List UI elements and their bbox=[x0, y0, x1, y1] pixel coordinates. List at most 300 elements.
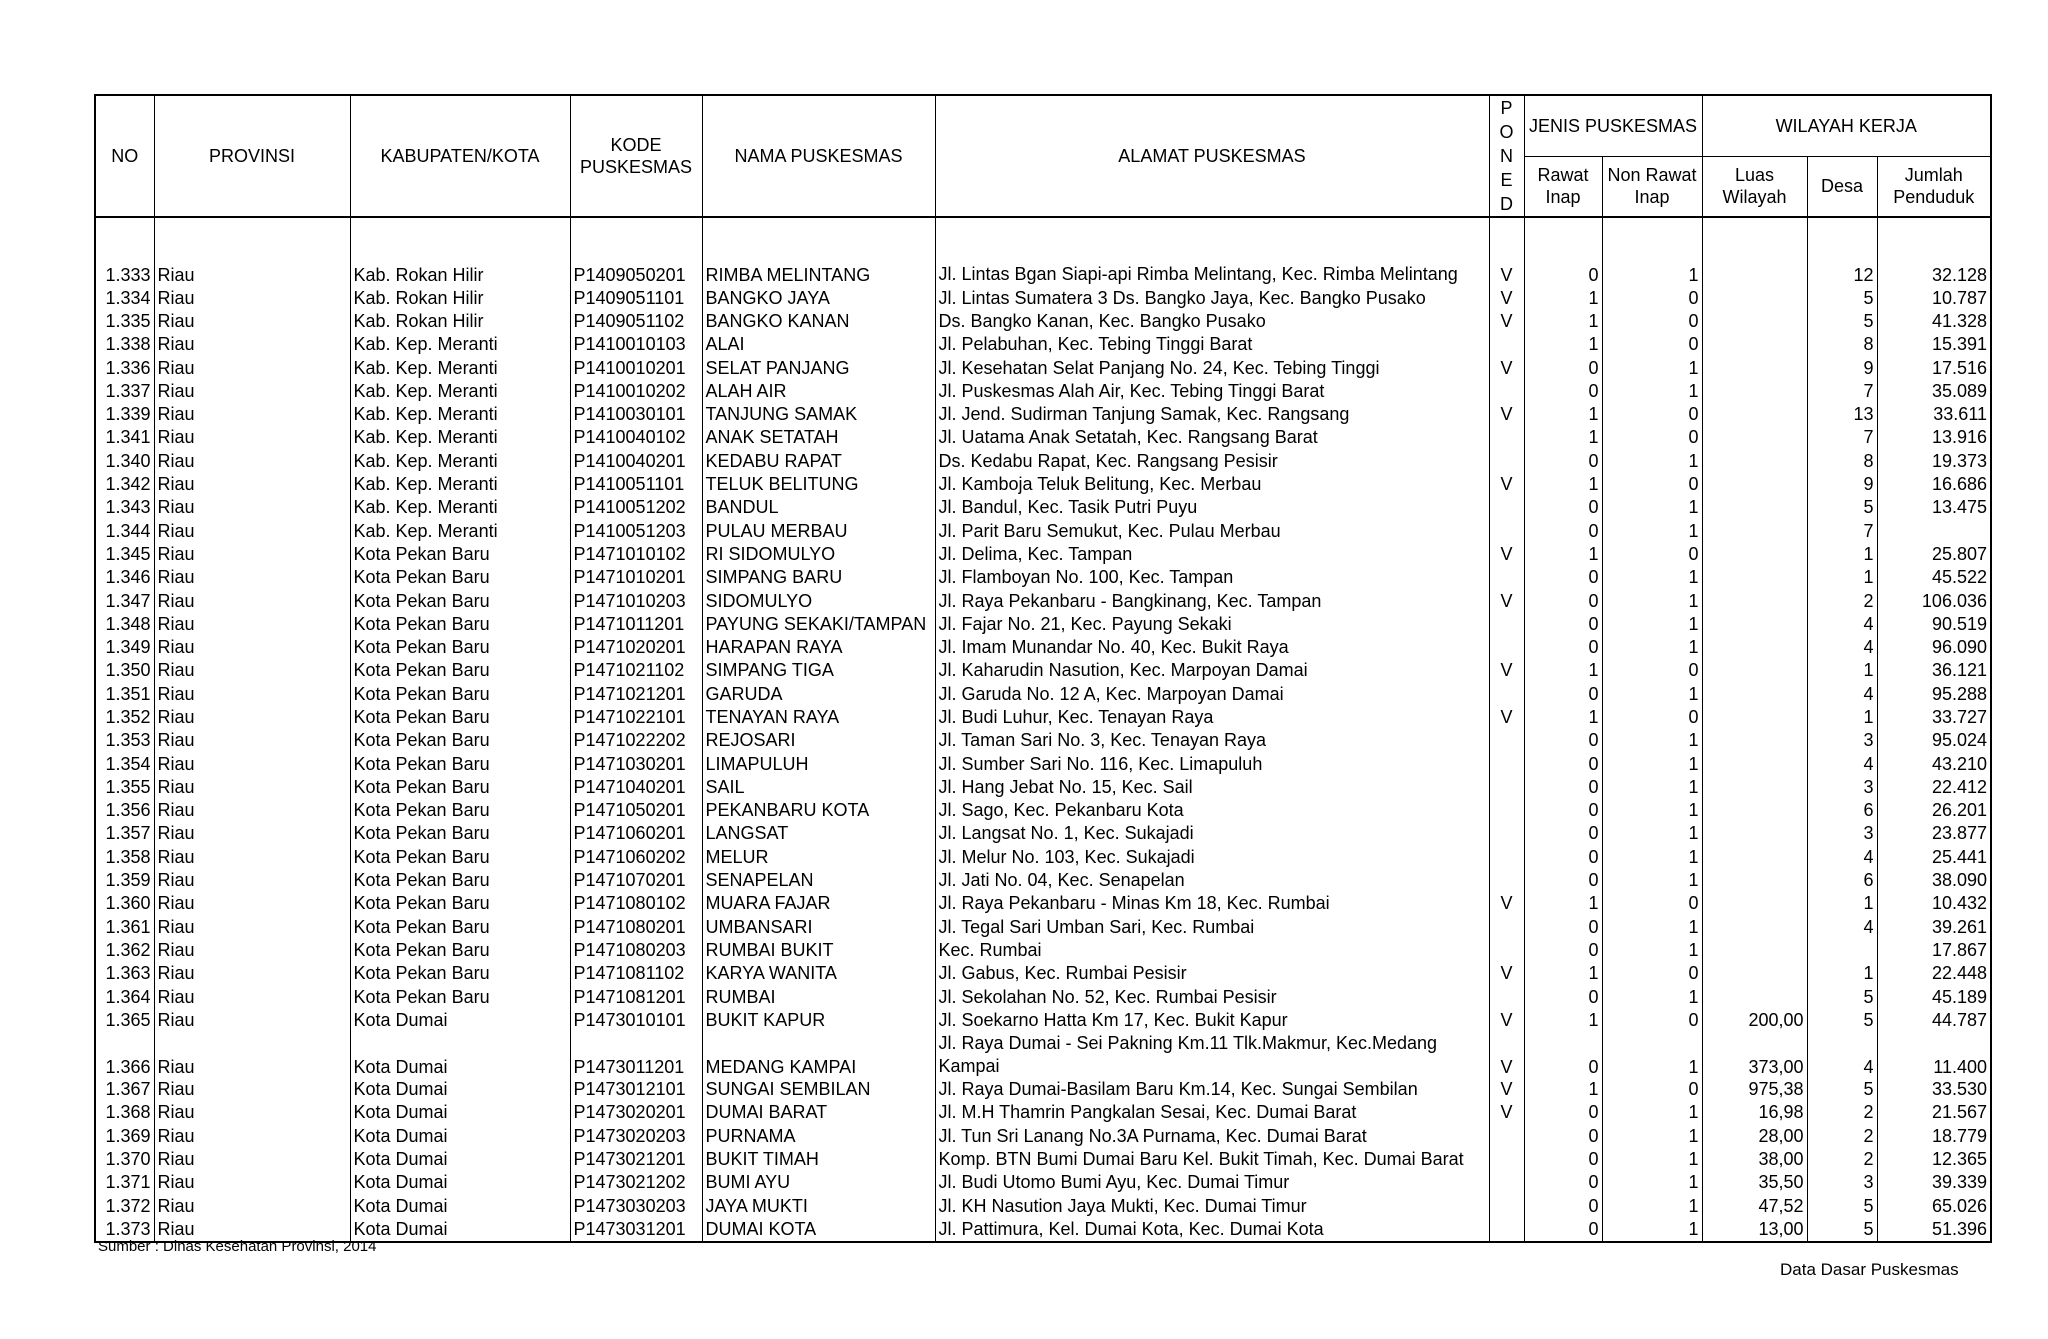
cell-no: 1.344 bbox=[95, 519, 154, 542]
cell-alamat: Jl. Raya Dumai - Sei Pakning Km.11 Tlk.Makmur, Kec.Medang Kampai bbox=[935, 1032, 1489, 1078]
cell-kabupaten: Kota Dumai bbox=[350, 1008, 570, 1031]
cell-alamat: Jl. Kaharudin Nasution, Kec. Marpoyan Damai bbox=[935, 659, 1489, 682]
header-rawat-inap: Rawat Inap bbox=[1524, 156, 1602, 217]
cell-provinsi: Riau bbox=[154, 309, 350, 332]
cell-rawat-inap: 0 bbox=[1524, 775, 1602, 798]
cell-desa: 4 bbox=[1807, 752, 1877, 775]
cell-luas bbox=[1702, 286, 1807, 309]
cell-alamat: Komp. BTN Bumi Dumai Baru Kel. Bukit Timah, Kec. Dumai Barat bbox=[935, 1147, 1489, 1170]
cell-desa: 4 bbox=[1807, 612, 1877, 635]
cell-non-rawat-inap: 1 bbox=[1602, 1194, 1702, 1217]
cell-rawat-inap: 0 bbox=[1524, 356, 1602, 379]
cell-desa: 4 bbox=[1807, 915, 1877, 938]
cell-jumlah: 51.396 bbox=[1877, 1217, 1991, 1241]
cell-poned: V bbox=[1489, 962, 1524, 985]
cell-provinsi: Riau bbox=[154, 962, 350, 985]
cell-non-rawat-inap: 1 bbox=[1602, 1147, 1702, 1170]
cell-kabupaten: Kab. Rokan Hilir bbox=[350, 286, 570, 309]
cell-kabupaten: Kota Pekan Baru bbox=[350, 822, 570, 845]
cell-alamat: Jl. Soekarno Hatta Km 17, Kec. Bukit Kapur bbox=[935, 1008, 1489, 1031]
cell-rawat-inap: 1 bbox=[1524, 892, 1602, 915]
cell-poned: V bbox=[1489, 1008, 1524, 1031]
header-nama: NAMA PUSKESMAS bbox=[702, 95, 935, 217]
cell-alamat: Jl. Lintas Bgan Siapi-api Rimba Melintang, Kec. Rimba Melintang bbox=[935, 240, 1489, 286]
cell-rawat-inap: 0 bbox=[1524, 915, 1602, 938]
table-row bbox=[95, 286, 1991, 309]
cell-kabupaten: Kota Pekan Baru bbox=[350, 799, 570, 822]
cell-nama: SIMPANG TIGA bbox=[702, 659, 935, 682]
cell-no: 1.337 bbox=[95, 379, 154, 402]
cell-provinsi: Riau bbox=[154, 705, 350, 728]
cell-kabupaten: Kota Dumai bbox=[350, 1194, 570, 1217]
cell-non-rawat-inap: 0 bbox=[1602, 892, 1702, 915]
cell-provinsi: Riau bbox=[154, 1217, 350, 1241]
cell-desa: 1 bbox=[1807, 962, 1877, 985]
table-row bbox=[95, 752, 1991, 775]
header-luas: Luas Wilayah bbox=[1702, 156, 1807, 217]
cell-no: 1.338 bbox=[95, 333, 154, 356]
cell-non-rawat-inap: 1 bbox=[1602, 519, 1702, 542]
cell-poned: V bbox=[1489, 1078, 1524, 1101]
cell-luas bbox=[1702, 635, 1807, 658]
cell-alamat: Jl. Tun Sri Lanang No.3A Purnama, Kec. Dumai Barat bbox=[935, 1124, 1489, 1147]
cell-poned bbox=[1489, 799, 1524, 822]
cell-provinsi: Riau bbox=[154, 426, 350, 449]
cell-nama: MEDANG KAMPAI bbox=[702, 1032, 935, 1078]
header-jumlah: Jumlah Penduduk bbox=[1877, 156, 1991, 217]
table-row bbox=[95, 682, 1991, 705]
cell-poned bbox=[1489, 449, 1524, 472]
cell-kode: P1471010201 bbox=[570, 566, 702, 589]
cell-no: 1.350 bbox=[95, 659, 154, 682]
cell-rawat-inap: 1 bbox=[1524, 1078, 1602, 1101]
cell-poned: V bbox=[1489, 1101, 1524, 1124]
cell-alamat: Jl. Bandul, Kec. Tasik Putri Puyu bbox=[935, 496, 1489, 519]
cell-kabupaten: Kota Dumai bbox=[350, 1101, 570, 1124]
cell-nama: RUMBAI BUKIT bbox=[702, 938, 935, 961]
cell-jumlah: 22.412 bbox=[1877, 775, 1991, 798]
cell-non-rawat-inap: 0 bbox=[1602, 1078, 1702, 1101]
cell-poned bbox=[1489, 915, 1524, 938]
cell-no: 1.340 bbox=[95, 449, 154, 472]
table-header bbox=[95, 95, 1991, 217]
cell-kabupaten: Kab. Kep. Meranti bbox=[350, 472, 570, 495]
cell-jumlah: 19.373 bbox=[1877, 449, 1991, 472]
cell-kode: P1471081102 bbox=[570, 962, 702, 985]
cell-non-rawat-inap: 1 bbox=[1602, 752, 1702, 775]
cell-alamat: Jl. Jati No. 04, Kec. Senapelan bbox=[935, 868, 1489, 891]
cell-kabupaten: Kota Dumai bbox=[350, 1124, 570, 1147]
cell-jumlah: 15.391 bbox=[1877, 333, 1991, 356]
cell-non-rawat-inap: 1 bbox=[1602, 379, 1702, 402]
cell-luas bbox=[1702, 985, 1807, 1008]
cell-nama: TELUK BELITUNG bbox=[702, 472, 935, 495]
cell-desa: 7 bbox=[1807, 426, 1877, 449]
cell-luas bbox=[1702, 682, 1807, 705]
cell-luas: 47,52 bbox=[1702, 1194, 1807, 1217]
cell-provinsi: Riau bbox=[154, 635, 350, 658]
cell-nama: SENAPELAN bbox=[702, 868, 935, 891]
table-row bbox=[95, 892, 1991, 915]
cell-provinsi: Riau bbox=[154, 682, 350, 705]
cell-luas bbox=[1702, 426, 1807, 449]
cell-nama: SIMPANG BARU bbox=[702, 566, 935, 589]
cell-poned bbox=[1489, 822, 1524, 845]
cell-rawat-inap: 0 bbox=[1524, 240, 1602, 286]
cell-poned bbox=[1489, 868, 1524, 891]
cell-desa: 13 bbox=[1807, 402, 1877, 425]
cell-jumlah: 23.877 bbox=[1877, 822, 1991, 845]
cell-alamat: Jl. Pattimura, Kel. Dumai Kota, Kec. Dumai Kota bbox=[935, 1217, 1489, 1241]
header-desa: Desa bbox=[1807, 156, 1877, 217]
cell-desa: 5 bbox=[1807, 309, 1877, 332]
cell-kode: P1471070201 bbox=[570, 868, 702, 891]
cell-no: 1.339 bbox=[95, 402, 154, 425]
cell-alamat: Jl. Pelabuhan, Kec. Tebing Tinggi Barat bbox=[935, 333, 1489, 356]
cell-poned bbox=[1489, 333, 1524, 356]
table-row bbox=[95, 775, 1991, 798]
cell-desa: 3 bbox=[1807, 822, 1877, 845]
cell-kabupaten: Kota Dumai bbox=[350, 1217, 570, 1241]
cell-provinsi: Riau bbox=[154, 1124, 350, 1147]
cell-rawat-inap: 1 bbox=[1524, 705, 1602, 728]
cell-non-rawat-inap: 0 bbox=[1602, 962, 1702, 985]
table-row bbox=[95, 1171, 1991, 1194]
table-row bbox=[95, 1194, 1991, 1217]
cell-rawat-inap: 0 bbox=[1524, 845, 1602, 868]
cell-rawat-inap: 0 bbox=[1524, 1171, 1602, 1194]
cell-kabupaten: Kota Pekan Baru bbox=[350, 566, 570, 589]
cell-desa: 5 bbox=[1807, 496, 1877, 519]
cell-desa: 5 bbox=[1807, 1008, 1877, 1031]
cell-rawat-inap: 0 bbox=[1524, 519, 1602, 542]
cell-non-rawat-inap: 0 bbox=[1602, 472, 1702, 495]
cell-kabupaten: Kota Pekan Baru bbox=[350, 589, 570, 612]
cell-non-rawat-inap: 0 bbox=[1602, 426, 1702, 449]
cell-jumlah: 45.189 bbox=[1877, 985, 1991, 1008]
cell-poned bbox=[1489, 496, 1524, 519]
cell-nama: PAYUNG SEKAKI/TAMPAN bbox=[702, 612, 935, 635]
cell-kabupaten: Kab. Kep. Meranti bbox=[350, 426, 570, 449]
cell-nama: RIMBA MELINTANG bbox=[702, 240, 935, 286]
header-poned-letter: N bbox=[1500, 146, 1513, 166]
cell-kode: P1471060202 bbox=[570, 845, 702, 868]
cell-rawat-inap: 0 bbox=[1524, 635, 1602, 658]
cell-desa: 1 bbox=[1807, 705, 1877, 728]
cell-kode: P1410010103 bbox=[570, 333, 702, 356]
cell-provinsi: Riau bbox=[154, 1147, 350, 1170]
cell-nama: UMBANSARI bbox=[702, 915, 935, 938]
cell-kode: P1471022101 bbox=[570, 705, 702, 728]
cell-jumlah: 33.530 bbox=[1877, 1078, 1991, 1101]
cell-jumlah: 33.611 bbox=[1877, 402, 1991, 425]
cell-no: 1.368 bbox=[95, 1101, 154, 1124]
cell-kabupaten: Kab. Kep. Meranti bbox=[350, 496, 570, 519]
cell-provinsi: Riau bbox=[154, 985, 350, 1008]
cell-provinsi: Riau bbox=[154, 379, 350, 402]
cell-rawat-inap: 0 bbox=[1524, 799, 1602, 822]
cell-desa: 2 bbox=[1807, 1147, 1877, 1170]
cell-jumlah: 39.261 bbox=[1877, 915, 1991, 938]
cell-kode: P1410010202 bbox=[570, 379, 702, 402]
cell-kode: P1471060201 bbox=[570, 822, 702, 845]
cell-alamat: Jl. Fajar No. 21, Kec. Payung Sekaki bbox=[935, 612, 1489, 635]
cell-nama: SIDOMULYO bbox=[702, 589, 935, 612]
cell-provinsi: Riau bbox=[154, 822, 350, 845]
cell-alamat: Jl. M.H Thamrin Pangkalan Sesai, Kec. Dumai Barat bbox=[935, 1101, 1489, 1124]
cell-no: 1.351 bbox=[95, 682, 154, 705]
cell-no: 1.369 bbox=[95, 1124, 154, 1147]
cell-kabupaten: Kota Pekan Baru bbox=[350, 868, 570, 891]
cell-desa: 8 bbox=[1807, 449, 1877, 472]
cell-jumlah: 39.339 bbox=[1877, 1171, 1991, 1194]
table-row bbox=[95, 240, 1991, 286]
cell-rawat-inap: 1 bbox=[1524, 286, 1602, 309]
cell-alamat: Jl. Melur No. 103, Kec. Sukajadi bbox=[935, 845, 1489, 868]
cell-nama: SUNGAI SEMBILAN bbox=[702, 1078, 935, 1101]
table-body bbox=[95, 217, 1991, 1242]
cell-provinsi: Riau bbox=[154, 659, 350, 682]
cell-kode: P1471080203 bbox=[570, 938, 702, 961]
header-poned-letter: D bbox=[1500, 194, 1513, 214]
cell-rawat-inap: 1 bbox=[1524, 472, 1602, 495]
cell-kode: P1409050201 bbox=[570, 240, 702, 286]
cell-rawat-inap: 0 bbox=[1524, 985, 1602, 1008]
cell-rawat-inap: 0 bbox=[1524, 822, 1602, 845]
table-row bbox=[95, 822, 1991, 845]
cell-desa: 3 bbox=[1807, 775, 1877, 798]
table-row bbox=[95, 729, 1991, 752]
cell-no: 1.343 bbox=[95, 496, 154, 519]
cell-nama: REJOSARI bbox=[702, 729, 935, 752]
cell-non-rawat-inap: 1 bbox=[1602, 635, 1702, 658]
cell-alamat: Jl. Kesehatan Selat Panjang No. 24, Kec. Tebing Tinggi bbox=[935, 356, 1489, 379]
cell-jumlah: 12.365 bbox=[1877, 1147, 1991, 1170]
cell-kabupaten: Kota Pekan Baru bbox=[350, 752, 570, 775]
cell-jumlah: 25.807 bbox=[1877, 542, 1991, 565]
cell-kode: P1473030203 bbox=[570, 1194, 702, 1217]
cell-nama: LIMAPULUH bbox=[702, 752, 935, 775]
cell-kode: P1409051101 bbox=[570, 286, 702, 309]
cell-rawat-inap: 1 bbox=[1524, 333, 1602, 356]
cell-luas bbox=[1702, 799, 1807, 822]
cell-rawat-inap: 1 bbox=[1524, 1008, 1602, 1031]
cell-non-rawat-inap: 1 bbox=[1602, 1217, 1702, 1241]
cell-jumlah: 32.128 bbox=[1877, 240, 1991, 286]
cell-rawat-inap: 1 bbox=[1524, 542, 1602, 565]
cell-provinsi: Riau bbox=[154, 612, 350, 635]
cell-rawat-inap: 0 bbox=[1524, 938, 1602, 961]
cell-nama: HARAPAN RAYA bbox=[702, 635, 935, 658]
cell-alamat: Jl. Sumber Sari No. 116, Kec. Limapuluh bbox=[935, 752, 1489, 775]
cell-rawat-inap: 0 bbox=[1524, 752, 1602, 775]
cell-nama: SAIL bbox=[702, 775, 935, 798]
cell-non-rawat-inap: 1 bbox=[1602, 589, 1702, 612]
cell-kode: P1471050201 bbox=[570, 799, 702, 822]
cell-alamat: Jl. Lintas Sumatera 3 Ds. Bangko Jaya, Kec. Bangko Pusako bbox=[935, 286, 1489, 309]
cell-poned bbox=[1489, 519, 1524, 542]
cell-kabupaten: Kab. Kep. Meranti bbox=[350, 356, 570, 379]
cell-jumlah: 33.727 bbox=[1877, 705, 1991, 728]
cell-desa: 3 bbox=[1807, 1171, 1877, 1194]
table-row bbox=[95, 1217, 1991, 1241]
cell-provinsi: Riau bbox=[154, 729, 350, 752]
cell-jumlah: 95.024 bbox=[1877, 729, 1991, 752]
cell-provinsi: Riau bbox=[154, 402, 350, 425]
cell-provinsi: Riau bbox=[154, 892, 350, 915]
table-row bbox=[95, 1032, 1991, 1078]
cell-luas bbox=[1702, 612, 1807, 635]
cell-luas bbox=[1702, 752, 1807, 775]
cell-desa: 1 bbox=[1807, 566, 1877, 589]
footer-label: Data Dasar Puskesmas bbox=[1780, 1260, 1959, 1279]
cell-desa: 2 bbox=[1807, 589, 1877, 612]
cell-no: 1.361 bbox=[95, 915, 154, 938]
cell-nama: TANJUNG SAMAK bbox=[702, 402, 935, 425]
table-row bbox=[95, 868, 1991, 891]
cell-luas: 373,00 bbox=[1702, 1032, 1807, 1078]
table-row bbox=[95, 938, 1991, 961]
cell-jumlah: 95.288 bbox=[1877, 682, 1991, 705]
cell-alamat: Jl. Kamboja Teluk Belitung, Kec. Merbau bbox=[935, 472, 1489, 495]
cell-nama: BUKIT TIMAH bbox=[702, 1147, 935, 1170]
cell-provinsi: Riau bbox=[154, 566, 350, 589]
cell-nama: RUMBAI bbox=[702, 985, 935, 1008]
cell-desa: 1 bbox=[1807, 659, 1877, 682]
cell-rawat-inap: 0 bbox=[1524, 589, 1602, 612]
table-row bbox=[95, 985, 1991, 1008]
cell-non-rawat-inap: 0 bbox=[1602, 333, 1702, 356]
cell-rawat-inap: 0 bbox=[1524, 566, 1602, 589]
cell-rawat-inap: 1 bbox=[1524, 426, 1602, 449]
cell-rawat-inap: 1 bbox=[1524, 402, 1602, 425]
cell-desa: 1 bbox=[1807, 542, 1877, 565]
cell-provinsi: Riau bbox=[154, 799, 350, 822]
cell-kabupaten: Kota Pekan Baru bbox=[350, 659, 570, 682]
cell-luas: 200,00 bbox=[1702, 1008, 1807, 1031]
cell-kabupaten: Kota Pekan Baru bbox=[350, 612, 570, 635]
cell-provinsi: Riau bbox=[154, 1171, 350, 1194]
cell-poned bbox=[1489, 612, 1524, 635]
cell-kode: P1471010203 bbox=[570, 589, 702, 612]
cell-rawat-inap: 0 bbox=[1524, 496, 1602, 519]
cell-nama: JAYA MUKTI bbox=[702, 1194, 935, 1217]
cell-provinsi: Riau bbox=[154, 752, 350, 775]
cell-kode: P1410040102 bbox=[570, 426, 702, 449]
cell-jumlah: 38.090 bbox=[1877, 868, 1991, 891]
header-wilayah: WILAYAH KERJA bbox=[1702, 95, 1991, 156]
cell-poned bbox=[1489, 682, 1524, 705]
cell-alamat: Jl. Uatama Anak Setatah, Kec. Rangsang Barat bbox=[935, 426, 1489, 449]
cell-alamat: Ds. Kedabu Rapat, Kec. Rangsang Pesisir bbox=[935, 449, 1489, 472]
cell-nama: DUMAI BARAT bbox=[702, 1101, 935, 1124]
cell-provinsi: Riau bbox=[154, 938, 350, 961]
puskesmas-table bbox=[94, 94, 1992, 1243]
cell-luas bbox=[1702, 915, 1807, 938]
cell-poned bbox=[1489, 1217, 1524, 1241]
cell-rawat-inap: 0 bbox=[1524, 682, 1602, 705]
cell-desa: 1 bbox=[1807, 892, 1877, 915]
table-row bbox=[95, 426, 1991, 449]
cell-no: 1.360 bbox=[95, 892, 154, 915]
cell-alamat: Jl. Jend. Sudirman Tanjung Samak, Kec. Rangsang bbox=[935, 402, 1489, 425]
cell-jumlah: 17.867 bbox=[1877, 938, 1991, 961]
cell-rawat-inap: 1 bbox=[1524, 962, 1602, 985]
cell-jumlah: 18.779 bbox=[1877, 1124, 1991, 1147]
cell-rawat-inap: 0 bbox=[1524, 1194, 1602, 1217]
cell-rawat-inap: 1 bbox=[1524, 309, 1602, 332]
table-row bbox=[95, 402, 1991, 425]
cell-desa: 2 bbox=[1807, 1124, 1877, 1147]
cell-desa: 9 bbox=[1807, 472, 1877, 495]
cell-luas bbox=[1702, 962, 1807, 985]
cell-luas bbox=[1702, 472, 1807, 495]
cell-kabupaten: Kota Dumai bbox=[350, 1078, 570, 1101]
cell-poned bbox=[1489, 752, 1524, 775]
cell-provinsi: Riau bbox=[154, 845, 350, 868]
cell-provinsi: Riau bbox=[154, 472, 350, 495]
cell-alamat: Jl. Hang Jebat No. 15, Kec. Sail bbox=[935, 775, 1489, 798]
table-row bbox=[95, 612, 1991, 635]
cell-no: 1.346 bbox=[95, 566, 154, 589]
cell-jumlah: 13.916 bbox=[1877, 426, 1991, 449]
table-row bbox=[95, 589, 1991, 612]
cell-nama: PEKANBARU KOTA bbox=[702, 799, 935, 822]
cell-nama: BANGKO JAYA bbox=[702, 286, 935, 309]
cell-kode: P1471022202 bbox=[570, 729, 702, 752]
cell-luas: 35,50 bbox=[1702, 1171, 1807, 1194]
source-note: Sumber : Dinas Kesehatan Provinsi, 2014 bbox=[98, 1238, 377, 1255]
cell-no: 1.349 bbox=[95, 635, 154, 658]
table-row bbox=[95, 799, 1991, 822]
cell-alamat: Jl. Langsat No. 1, Kec. Sukajadi bbox=[935, 822, 1489, 845]
cell-desa: 4 bbox=[1807, 1032, 1877, 1078]
cell-alamat: Jl. Tegal Sari Umban Sari, Kec. Rumbai bbox=[935, 915, 1489, 938]
cell-kabupaten: Kota Pekan Baru bbox=[350, 915, 570, 938]
cell-provinsi: Riau bbox=[154, 1032, 350, 1078]
cell-nama: DUMAI KOTA bbox=[702, 1217, 935, 1241]
cell-desa: 4 bbox=[1807, 682, 1877, 705]
cell-nama: BUMI AYU bbox=[702, 1171, 935, 1194]
cell-kode: P1410051202 bbox=[570, 496, 702, 519]
cell-jumlah: 13.475 bbox=[1877, 496, 1991, 519]
table-row bbox=[95, 845, 1991, 868]
cell-rawat-inap: 0 bbox=[1524, 729, 1602, 752]
cell-jumlah: 26.201 bbox=[1877, 799, 1991, 822]
cell-kode: P1410051203 bbox=[570, 519, 702, 542]
table-row bbox=[95, 1078, 1991, 1101]
cell-provinsi: Riau bbox=[154, 1078, 350, 1101]
cell-provinsi: Riau bbox=[154, 356, 350, 379]
cell-kode: P1471040201 bbox=[570, 775, 702, 798]
cell-kode: P1471020201 bbox=[570, 635, 702, 658]
cell-rawat-inap: 0 bbox=[1524, 1101, 1602, 1124]
cell-no: 1.358 bbox=[95, 845, 154, 868]
cell-non-rawat-inap: 1 bbox=[1602, 775, 1702, 798]
cell-no: 1.347 bbox=[95, 589, 154, 612]
cell-nama: ALAI bbox=[702, 333, 935, 356]
cell-nama: ANAK SETATAH bbox=[702, 426, 935, 449]
cell-kode: P1410051101 bbox=[570, 472, 702, 495]
cell-nama: BANDUL bbox=[702, 496, 935, 519]
cell-poned: V bbox=[1489, 356, 1524, 379]
cell-luas bbox=[1702, 775, 1807, 798]
cell-desa bbox=[1807, 938, 1877, 961]
cell-poned bbox=[1489, 1124, 1524, 1147]
cell-alamat: Jl. Puskesmas Alah Air, Kec. Tebing Tinggi Barat bbox=[935, 379, 1489, 402]
cell-poned: V bbox=[1489, 286, 1524, 309]
cell-non-rawat-inap: 1 bbox=[1602, 985, 1702, 1008]
